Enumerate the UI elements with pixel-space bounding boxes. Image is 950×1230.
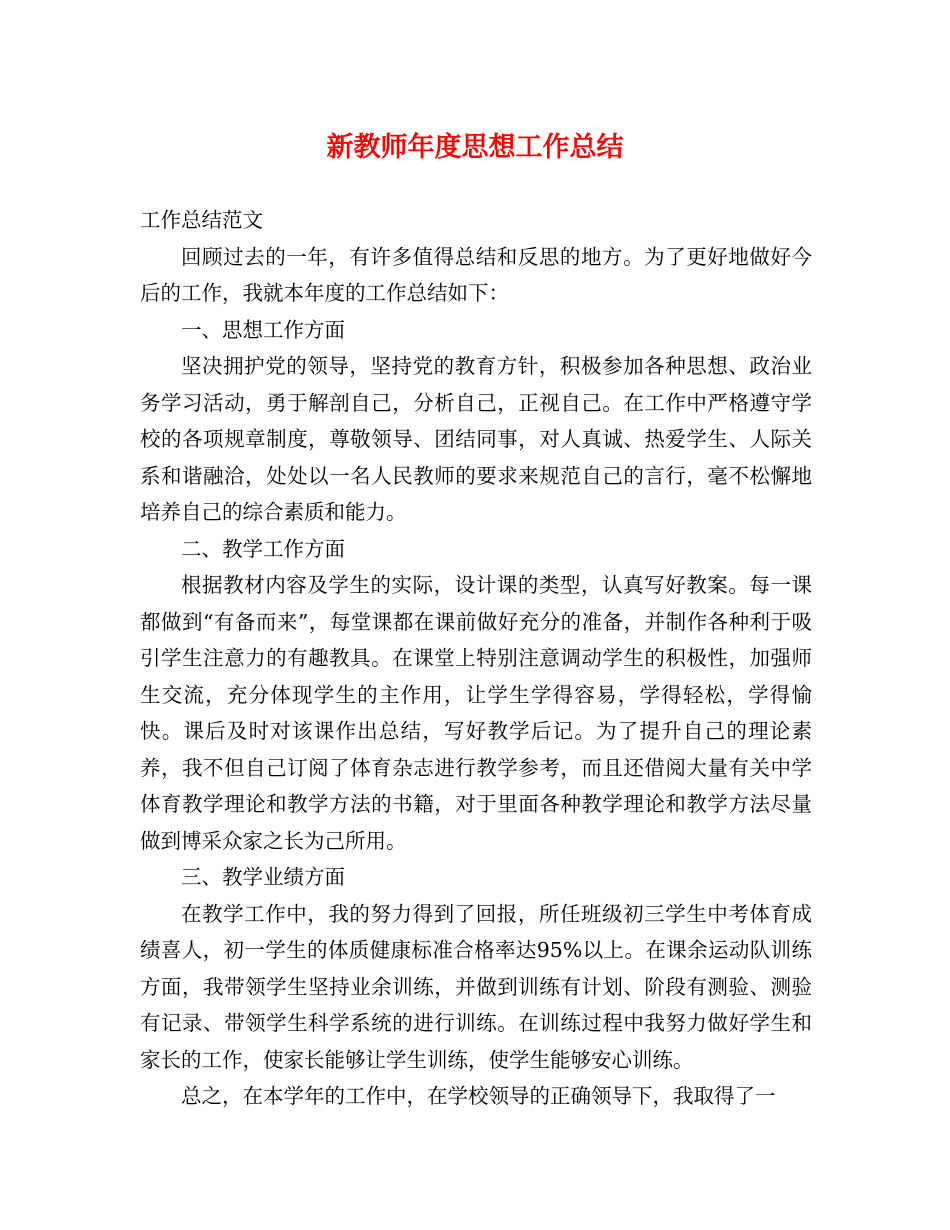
document-body xyxy=(140,202,812,1115)
paragraph-intro: 回顾过去的一年，有许多值得总结和反思的地方。为了更好地做好今后的工作，我就本年度的工作总结如下： xyxy=(140,244,812,305)
paragraph-conclusion: 总之，在本学年的工作中，在学校领导的正确领导下，我取得了一 xyxy=(181,1084,776,1108)
paragraph-label: 工作总结范文 xyxy=(140,208,263,232)
paragraph-section-3: 在教学工作中，我的努力得到了回报，所任班级初三学生中考体育成绩喜人，初一学生的体质健康标准合格率达95%以上。在课余运动队训练方面，我带领学生坚持业余训练，并做到训练有计划、阶段有测验、测验有记录、带领学生科学系统的进行训练。在训练过程中我努力做好学生和家长的工作，使家长能够让学生训练，使学生能够安心训练。 xyxy=(140,901,812,1072)
paragraph-section-1: 坚决拥护党的领导，坚持党的教育方针，积极参加各种思想、政治业务学习活动，勇于解剖自己，分析自己，正视自己。在工作中严格遵守学校的各项规章制度，尊敬领导、团结同事，对人真诚、热爱学生、人际关系和谐融洽，处处以一名人民教师的要求来规范自己的言行，毫不松懈地培养自己的综合素质和能力。 xyxy=(140,354,812,524)
section-heading-1: 一、思想工作方面 xyxy=(181,317,345,342)
section-heading-3: 三、教学业绩方面 xyxy=(181,865,345,889)
section-heading-2: 二、教学工作方面 xyxy=(181,536,345,561)
paragraph-section-2: 根据教材内容及学生的实际，设计课的类型，认真写好教案。每一课都做到“有备而来”，每堂课都在课前做好充分的准备，并制作各种利于吸引学生注意力的有趣教具。在课堂上特别注意调动学生的积极性，加强师生交流，充分体现学生的主作用，让学生学得容易，学得轻松，学得愉快。课后及时对该课作出总结，写好教学后记。为了提升自己的理论素养，我不但自己订阅了体育杂志进行教学参考，而且还借阅大量有关中学体育教学理论和教学方法的书籍，对于里面各种教学理论和教学方法尽量做到博采众家之长为己所用。 xyxy=(140,573,812,853)
document-title: 新教师年度思想工作总结 xyxy=(326,132,624,163)
